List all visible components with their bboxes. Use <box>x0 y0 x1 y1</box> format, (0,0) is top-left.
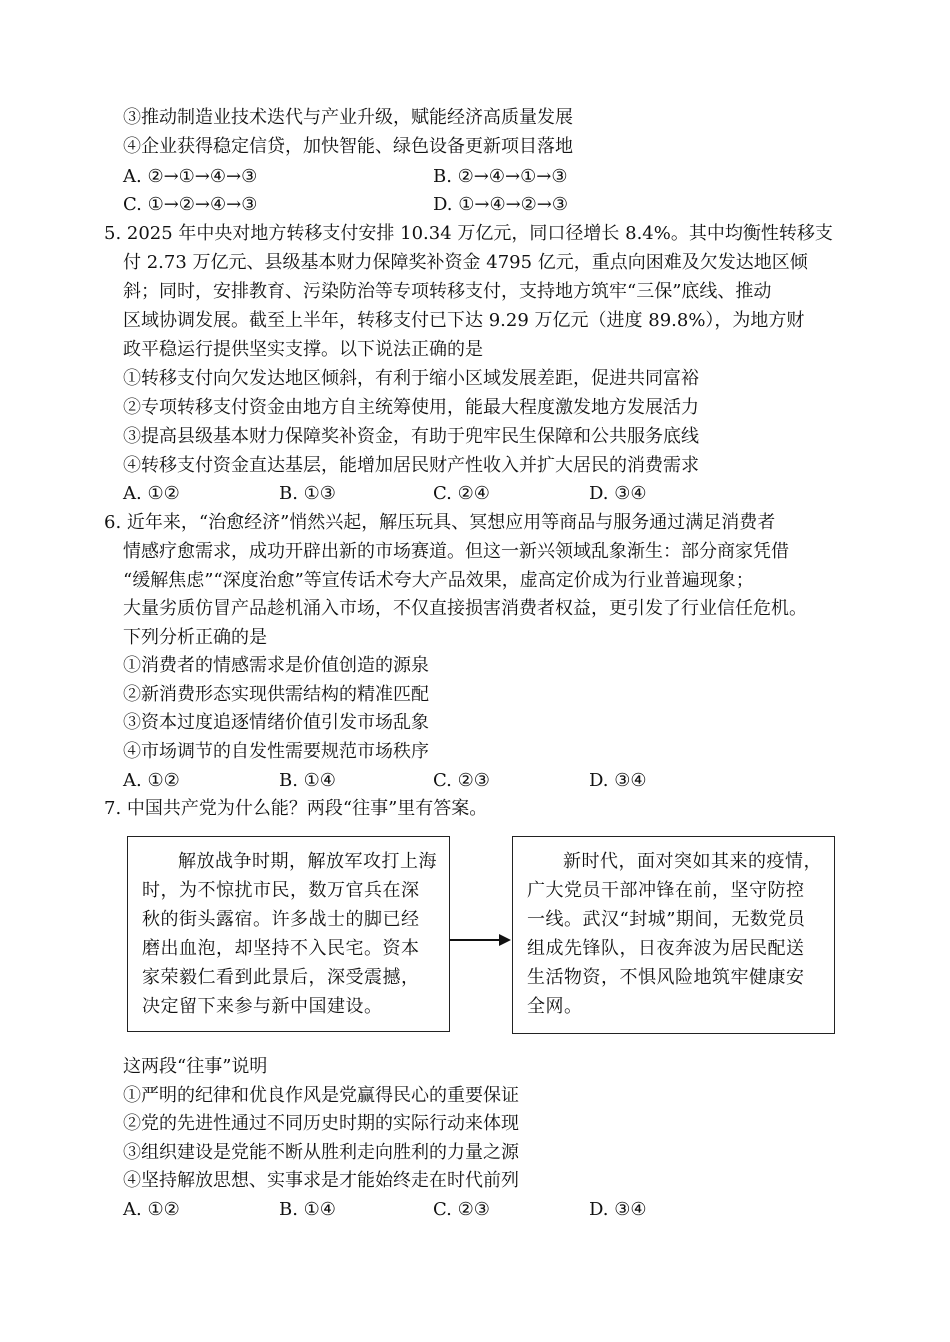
q4-option-b: B. ②→④→①→③ <box>433 166 568 187</box>
q6-option-a: A. ①② <box>123 770 180 791</box>
story-right-text: 新时代，面对突如其来的疫情，广大党员干部冲锋在前，坚守防控一线。武汉“封城”期间，无数党员组成先锋队，日夜奔波为居民配送生活物资，不惧风险地筑牢健康安全网。 <box>527 851 822 1017</box>
q6-option-b: B. ①④ <box>279 770 336 791</box>
q5-option-d: D. ③④ <box>589 483 647 504</box>
q6-stem-line-1: 6. 近年来，“治愈经济”悄然兴起，解压玩具、冥想应用等商品与服务通过满足消费者 <box>104 512 776 533</box>
arrow-right-icon <box>450 930 512 950</box>
q6-item-1: ①消费者的情感需求是价值创造的源泉 <box>123 655 429 676</box>
q6-item-3: ③资本过度追逐情绪价值引发市场乱象 <box>123 712 429 733</box>
q7-item-4: ④坚持解放思想、实事求是才能始终走在时代前列 <box>123 1170 519 1191</box>
q6-stem-line-5: 下列分析正确的是 <box>123 627 267 648</box>
q5-item-4: ④转移支付资金直达基层，能增加居民财产性收入并扩大居民的消费需求 <box>123 455 699 476</box>
q5-item-2: ②专项转移支付资金由地方自主统筹使用，能最大程度激发地方发展活力 <box>123 397 699 418</box>
q6-option-d: D. ③④ <box>589 770 647 791</box>
story-left-text: 解放战争时期，解放军攻打上海时，为不惊扰市民，数万官兵在深秋的街头露宿。许多战士的脚已经磨出血泡，却坚持不入民宅。资本家荣毅仁看到此景后，深受震撼，决定留下来参与新中国建设。 <box>142 851 437 1017</box>
q7-option-c: C. ②③ <box>433 1199 490 1220</box>
q6-stem-line-3: “缓解焦虑”“深度治愈”等宣传话术夸大产品效果，虚高定价成为行业普遍现象； <box>123 570 754 591</box>
q4-option-c: C. ①→②→④→③ <box>123 194 258 215</box>
q4-item-3: ③推动制造业技术迭代与产业升级，赋能经济高质量发展 <box>123 107 573 128</box>
q6-option-c: C. ②③ <box>433 770 490 791</box>
q7-item-1: ①严明的纪律和优良作风是党赢得民心的重要保证 <box>123 1085 519 1106</box>
q5-stem-line-4: 区域协调发展。截至上半年，转移支付已下达 9.29 万亿元（进度 89.8%），为地方财 <box>123 310 805 331</box>
q5-stem-line-2: 付 2.73 万亿元、县级基本财力保障奖补资金 4795 亿元，重点向困难及欠发达地区倾 <box>123 252 808 273</box>
q4-option-a: A. ②→①→④→③ <box>123 166 258 187</box>
q7-lead: 这两段“往事”说明 <box>123 1056 268 1077</box>
q6-item-2: ②新消费形态实现供需结构的精准匹配 <box>123 684 429 705</box>
q4-item-4: ④企业获得稳定信贷，加快智能、绿色设备更新项目落地 <box>123 136 573 157</box>
q7-option-a: A. ①② <box>123 1199 180 1220</box>
q5-stem-line-3: 斜；同时，安排教育、污染防治等专项转移支付，支持地方筑牢“三保”底线、推动 <box>123 281 772 302</box>
q6-stem-line-2: 情感疗愈需求，成功开辟出新的市场赛道。但这一新兴领域乱象渐生：部分商家凭借 <box>123 541 789 562</box>
q7-item-2: ②党的先进性通过不同历史时期的实际行动来体现 <box>123 1113 519 1134</box>
q5-stem-line-5: 政平稳运行提供坚实支撑。以下说法正确的是 <box>123 339 483 360</box>
story-box-right <box>512 836 835 1034</box>
q7-option-b: B. ①④ <box>279 1199 336 1220</box>
q6-stem-line-4: 大量劣质仿冒产品趁机涌入市场，不仅直接损害消费者权益，更引发了行业信任危机。 <box>123 598 807 619</box>
q4-option-d: D. ①→④→②→③ <box>433 194 569 215</box>
q5-item-3: ③提高县级基本财力保障奖补资金，有助于兜牢民生保障和公共服务底线 <box>123 426 699 447</box>
q5-option-b: B. ①③ <box>279 483 336 504</box>
q6-item-4: ④市场调节的自发性需要规范市场秩序 <box>123 741 429 762</box>
story-box-left <box>127 836 450 1032</box>
q5-item-1: ①转移支付向欠发达地区倾斜，有利于缩小区域发展差距，促进共同富裕 <box>123 368 699 389</box>
q7-stem: 7. 中国共产党为什么能？两段“往事”里有答案。 <box>104 798 488 819</box>
q7-item-3: ③组织建设是党能不断从胜利走向胜利的力量之源 <box>123 1142 519 1163</box>
q7-option-d: D. ③④ <box>589 1199 647 1220</box>
q5-option-c: C. ②④ <box>433 483 490 504</box>
q5-option-a: A. ①② <box>123 483 180 504</box>
q5-stem-line-1: 5. 2025 年中央对地方转移支付安排 10.34 万亿元，同口径增长 8.4%。其中均衡性转移支 <box>104 223 833 244</box>
